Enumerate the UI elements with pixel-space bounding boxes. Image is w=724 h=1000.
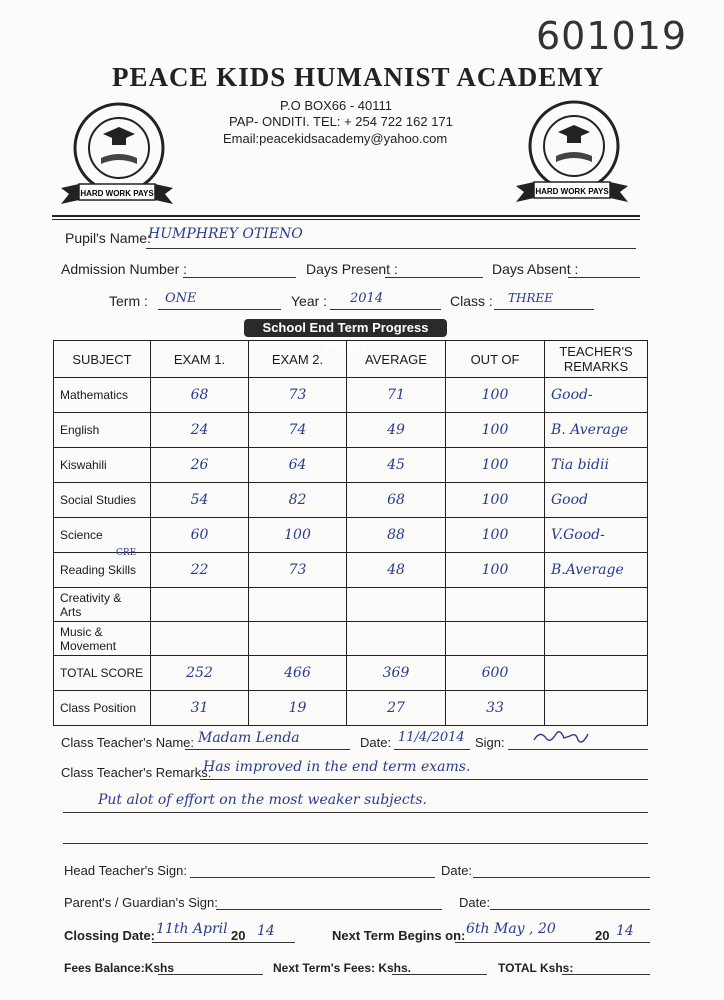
average-cell[interactable]: 48 (347, 553, 446, 588)
remarks-cell[interactable]: Tia bidii (545, 448, 648, 483)
exam1-cell[interactable] (151, 622, 249, 656)
year-value[interactable]: 2014 (350, 291, 384, 306)
average-cell[interactable]: 27 (347, 691, 446, 726)
exam2-cell[interactable]: 100 (249, 518, 347, 553)
admission-label: Admission Number : (61, 261, 188, 277)
term-value[interactable]: ONE (165, 291, 197, 306)
next-term-fees-field[interactable] (392, 974, 487, 975)
col-header-exam2: EXAM 2. (249, 341, 347, 378)
total-kshs-field[interactable] (562, 974, 650, 975)
exam1-cell[interactable]: 24 (151, 413, 249, 448)
total-kshs-label: TOTAL Kshs: (498, 961, 574, 975)
exam2-cell[interactable]: 466 (249, 656, 347, 691)
out-of-cell[interactable]: 600 (446, 656, 545, 691)
parent-sign-field[interactable] (216, 909, 442, 910)
table-row (54, 588, 648, 622)
head-teacher-sign-field[interactable] (190, 877, 435, 878)
exam2-cell[interactable]: 74 (249, 413, 347, 448)
exam2-cell[interactable] (249, 588, 347, 622)
fees-balance-field[interactable] (158, 974, 263, 975)
col-header-exam1: EXAM 1. (151, 341, 249, 378)
average-cell[interactable]: 49 (347, 413, 446, 448)
subject-cell: Kiswahili (54, 448, 151, 483)
exam2-cell[interactable]: 82 (249, 483, 347, 518)
remarks-cell[interactable] (545, 656, 648, 691)
head-teacher-sign-label: Head Teacher's Sign: (64, 863, 187, 878)
reading-skills-note: CRE (116, 548, 137, 558)
school-name: PEACE KIDS HUMANIST ACADEMY (112, 62, 605, 92)
subject-cell: Reading Skills (54, 553, 151, 588)
school-logo-left (57, 100, 177, 215)
next-term-fees-label: Next Term's Fees: Kshs. (273, 961, 412, 975)
col-header-subject: SUBJECT (54, 341, 151, 378)
out-of-cell[interactable]: 100 (446, 518, 545, 553)
days-absent-field[interactable] (568, 277, 640, 278)
subject-cell: Creativity & Arts (54, 588, 151, 622)
average-cell[interactable]: 71 (347, 378, 446, 413)
average-cell[interactable]: 88 (347, 518, 446, 553)
days-absent-label: Days Absent : (492, 261, 579, 277)
remarks-cell[interactable] (545, 622, 648, 656)
remarks-cell[interactable] (545, 588, 648, 622)
out-of-cell[interactable]: 100 (446, 448, 545, 483)
term-label: Term : (109, 293, 148, 309)
year-label: Year : (291, 293, 328, 309)
next-term-year-prefix: 20 (595, 928, 610, 943)
col-header-out-of: OUT OF (446, 341, 545, 378)
head-teacher-date-field[interactable] (473, 877, 650, 878)
class-teacher-value[interactable]: Madam Lenda (198, 730, 300, 746)
logo-motto-right: HARD WORK PAYS (535, 187, 609, 196)
school-email: Email:peacekidsacademy@yahoo.com (223, 131, 448, 146)
out-of-cell[interactable] (446, 588, 545, 622)
closing-year-value[interactable]: 14 (257, 923, 275, 939)
fees-balance-label: Fees Balance:Kshs (64, 961, 175, 975)
subject-cell: Social Studies (54, 483, 151, 518)
serial-number: 601019 (536, 14, 688, 58)
remarks-cell[interactable]: Good (545, 483, 648, 518)
closing-date-value[interactable]: 11th April (156, 921, 228, 937)
next-term-label: Next Term Begins on: (332, 928, 466, 943)
exam1-cell[interactable]: 68 (151, 378, 249, 413)
closing-year-prefix: 20 (231, 928, 246, 943)
table-row (54, 656, 648, 691)
closing-date-label: Clossing Date: (64, 928, 156, 943)
exam2-cell[interactable] (249, 622, 347, 656)
teacher-remarks-line2[interactable]: Put alot of effort on the most weaker subjects. (98, 792, 427, 808)
average-cell[interactable] (347, 588, 446, 622)
school-po-box: P.O BOX66 - 40111 (280, 98, 393, 113)
table-row (54, 518, 648, 553)
exam1-cell[interactable]: 31 (151, 691, 249, 726)
remarks-cell[interactable] (545, 691, 648, 726)
subject-cell: Music & Movement (54, 622, 151, 656)
exam1-cell[interactable]: 54 (151, 483, 249, 518)
exam2-cell[interactable]: 64 (249, 448, 347, 483)
remarks-cell[interactable]: B.Average (545, 553, 648, 588)
exam1-cell[interactable]: 22 (151, 553, 249, 588)
table-row (54, 553, 648, 588)
subject-cell: TOTAL SCORE (54, 656, 151, 691)
parent-date-label: Date: (459, 895, 491, 910)
teacher-sign-field[interactable] (508, 749, 648, 750)
exam2-cell[interactable]: 73 (249, 553, 347, 588)
days-present-label: Days Present : (306, 261, 398, 277)
next-term-year-value[interactable]: 14 (616, 923, 634, 939)
table-row (54, 622, 648, 656)
next-term-value[interactable]: 6th May , 20 (466, 921, 556, 937)
remarks-cell[interactable]: Good- (545, 378, 648, 413)
table-row (54, 483, 648, 518)
out-of-cell[interactable]: 33 (446, 691, 545, 726)
logo-motto-left: HARD WORK PAYS (80, 189, 154, 198)
out-of-cell[interactable]: 100 (446, 483, 545, 518)
subject-cell: Mathematics (54, 378, 151, 413)
days-present-field[interactable] (385, 277, 483, 278)
out-of-cell[interactable]: 100 (446, 378, 545, 413)
subject-cell: Science (54, 518, 151, 553)
table-row (54, 378, 648, 413)
school-logo-right (512, 98, 632, 213)
pupil-name-value[interactable]: HUMPHREY OTIENO (148, 226, 303, 242)
table-header-row (54, 341, 648, 378)
average-cell[interactable] (347, 622, 446, 656)
teacher-remarks-line1[interactable]: Has improved in the end term exams. (203, 759, 471, 775)
report-title: School End Term Progress Report (244, 319, 447, 337)
out-of-cell[interactable]: 100 (446, 553, 545, 588)
table-row (54, 413, 648, 448)
pupil-name-label: Pupil's Name: (65, 230, 151, 246)
grades-table (53, 340, 648, 726)
teacher-date-label: Date: (360, 735, 392, 750)
parent-date-field[interactable] (490, 909, 650, 910)
exam1-cell[interactable]: 252 (151, 656, 249, 691)
out-of-cell[interactable]: 100 (446, 413, 545, 448)
remarks-cell[interactable]: V.Good- (545, 518, 648, 553)
teacher-remarks-line3[interactable] (63, 843, 648, 844)
teacher-date-value[interactable]: 11/4/2014 (398, 730, 465, 745)
table-row (54, 448, 648, 483)
head-teacher-date-label: Date: (441, 863, 473, 878)
school-phone: PAP- ONDITI. TEL: + 254 722 162 171 (229, 114, 453, 129)
teacher-remarks-label: Class Teacher's Remarks: (61, 765, 212, 780)
subject-cell: Class Position (54, 691, 151, 726)
table-row (54, 691, 648, 726)
col-header-remarks: TEACHER'S REMARKS (545, 341, 648, 378)
exam1-cell[interactable] (151, 588, 249, 622)
exam2-cell[interactable]: 73 (249, 378, 347, 413)
remarks-cell[interactable]: B. Average (545, 413, 648, 448)
teacher-sign-label: Sign: (475, 735, 505, 750)
class-label: Class : (450, 293, 493, 309)
header-divider (52, 215, 640, 220)
subject-cell: English (54, 413, 151, 448)
teacher-signature (530, 726, 600, 748)
admission-field[interactable] (183, 277, 296, 278)
exam1-cell[interactable]: 26 (151, 448, 249, 483)
average-cell[interactable]: 369 (347, 656, 446, 691)
parent-sign-label: Parent's / Guardian's Sign: (64, 895, 218, 910)
class-value[interactable]: THREE (508, 291, 554, 305)
average-cell[interactable]: 45 (347, 448, 446, 483)
exam1-cell[interactable]: 60 (151, 518, 249, 553)
exam2-cell[interactable]: 19 (249, 691, 347, 726)
out-of-cell[interactable] (446, 622, 545, 656)
col-header-average: AVERAGE (347, 341, 446, 378)
average-cell[interactable]: 68 (347, 483, 446, 518)
class-teacher-label: Class Teacher's Name: (61, 735, 195, 750)
